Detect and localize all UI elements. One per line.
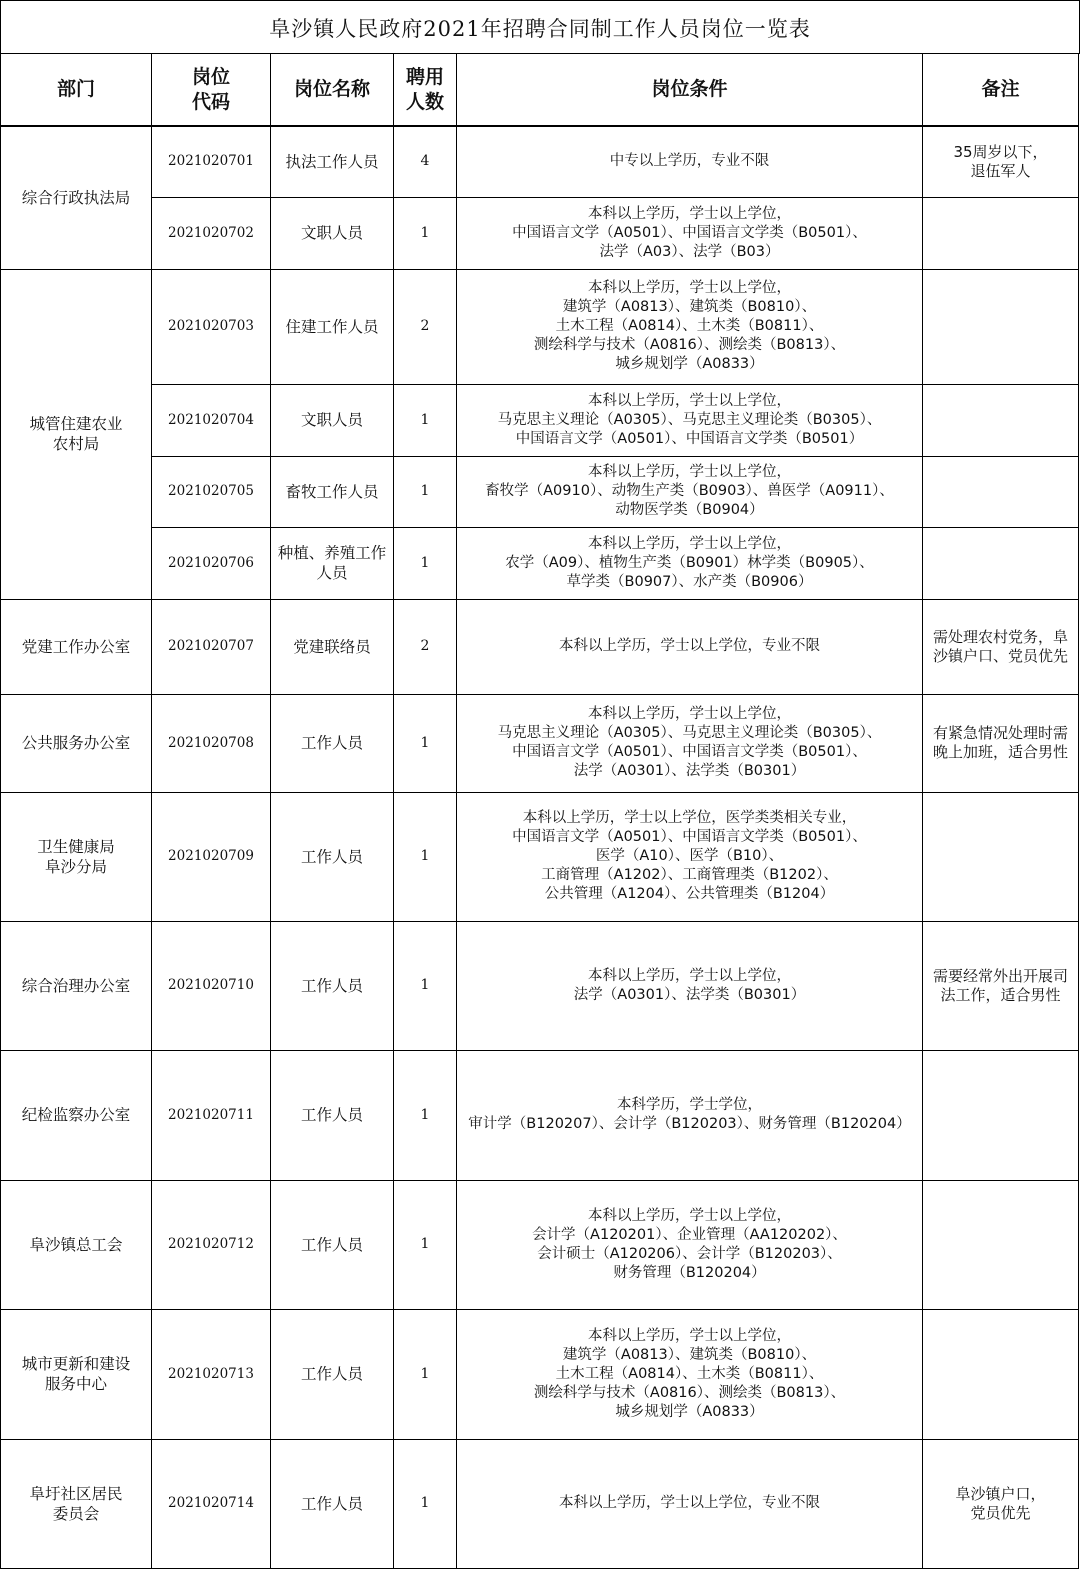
table-row [1,1050,1079,1180]
table-row [1,456,1079,527]
code-cell: 2021020710 [152,921,271,1050]
dept-cell: 阜圩社区居民 委员会 [1,1439,152,1568]
count-cell: 4 [394,126,457,197]
code-cell: 2021020712 [152,1180,271,1309]
conditions-cell: 本科以上学历，学士以上学位，医学类类相关专业， 中国语言文学（A0501）、中国语言文学类（B0501）、 医学（A10）、医学（B10）、 工商管理（A1202）、工商管理类（B1202）、 公共管理（A1204）、公共管理类（B1204） [457,792,923,921]
table-row [1,384,1079,456]
position-name-cell: 工作人员 [271,921,394,1050]
count-cell: 1 [394,694,457,792]
note-cell: 需要经常外出开展司 法工作，适合男性 [923,921,1079,1050]
table-row [1,921,1079,1050]
code-cell: 2021020706 [152,527,271,599]
dept-cell: 公共服务办公室 [1,694,152,792]
position-name-cell: 工作人员 [271,1050,394,1180]
dept-cell: 卫生健康局 阜沙分局 [1,792,152,921]
table-row [1,1309,1079,1439]
code-cell: 2021020707 [152,599,271,694]
code-cell: 2021020705 [152,456,271,527]
count-cell: 1 [394,456,457,527]
count-cell: 1 [394,384,457,456]
dept-cell: 阜沙镇总工会 [1,1180,152,1309]
header-row [1,54,1079,127]
count-cell: 1 [394,921,457,1050]
code-cell: 2021020704 [152,384,271,456]
header-dept: 部门 [1,54,152,127]
conditions-cell: 本科以上学历，学士以上学位， 建筑学（A0813）、建筑类（B0810）、 土木工程（A0814）、土木类（B0811）、 测绘科学与技术（A0816）、测绘类（B0813）、 城乡规划学（A0833） [457,269,923,384]
conditions-cell: 中专以上学历，专业不限 [457,126,923,197]
dept-cell: 纪检监察办公室 [1,1050,152,1180]
conditions-cell: 本科以上学历，学士以上学位， 农学（A09）、植物生产类（B0901）林学类（B0905）、 草学类（B0907）、水产类（B0906） [457,527,923,599]
code-cell: 2021020701 [152,126,271,197]
note-cell [923,527,1079,599]
note-cell [923,269,1079,384]
header-count: 聘用 人数 [394,54,457,127]
code-cell: 2021020702 [152,197,271,269]
dept-cell: 城管住建农业 农村局 [1,269,152,599]
note-cell [923,384,1079,456]
note-cell: 需处理农村党务，阜 沙镇户口、党员优先 [923,599,1079,694]
conditions-cell: 本科以上学历，学士以上学位， 会计学（A120201）、企业管理（AA120202）、 会计硕士（A120206）、会计学（B120203）、 财务管理（B120204） [457,1180,923,1309]
dept-cell: 综合治理办公室 [1,921,152,1050]
code-cell: 2021020703 [152,269,271,384]
position-name-cell: 工作人员 [271,792,394,921]
header-code: 岗位 代码 [152,54,271,127]
code-cell: 2021020711 [152,1050,271,1180]
table-row [1,694,1079,792]
position-name-cell: 工作人员 [271,1309,394,1439]
positions-table [0,53,1079,1569]
count-cell: 1 [394,792,457,921]
table-row [1,599,1079,694]
note-cell [923,1050,1079,1180]
count-cell: 1 [394,197,457,269]
conditions-cell: 本科以上学历，学士以上学位， 建筑学（A0813）、建筑类（B0810）、 土木工程（A0814）、土木类（B0811）、 测绘科学与技术（A0816）、测绘类（B0813）、 城乡规划学（A0833） [457,1309,923,1439]
table-row [1,792,1079,921]
count-cell: 2 [394,269,457,384]
conditions-cell: 本科以上学历，学士以上学位，专业不限 [457,1439,923,1568]
table-row [1,527,1079,599]
position-name-cell: 畜牧工作人员 [271,456,394,527]
table-title: 阜沙镇人民政府2021年招聘合同制工作人员岗位一览表 [0,0,1080,54]
count-cell: 2 [394,599,457,694]
dept-cell: 城市更新和建设 服务中心 [1,1309,152,1439]
position-name-cell: 住建工作人员 [271,269,394,384]
note-cell [923,1180,1079,1309]
code-cell: 2021020714 [152,1439,271,1568]
position-name-cell: 文职人员 [271,384,394,456]
header-notes: 备注 [923,54,1079,127]
dept-cell: 综合行政执法局 [1,126,152,269]
count-cell: 1 [394,1180,457,1309]
conditions-cell: 本科以上学历，学士以上学位， 畜牧学（A0910）、动物生产类（B0903）、兽医学（A0911）、 动物医学类（B0904） [457,456,923,527]
count-cell: 1 [394,527,457,599]
position-name-cell: 执法工作人员 [271,126,394,197]
table-row [1,1439,1079,1568]
count-cell: 1 [394,1309,457,1439]
code-cell: 2021020713 [152,1309,271,1439]
table-row [1,1180,1079,1309]
note-cell: 阜沙镇户口， 党员优先 [923,1439,1079,1568]
note-cell: 有紧急情况处理时需 晚上加班，适合男性 [923,694,1079,792]
code-cell: 2021020709 [152,792,271,921]
table-row [1,126,1079,197]
conditions-cell: 本科以上学历，学士以上学位， 马克思主义理论（A0305）、马克思主义理论类（B0305）、 中国语言文学（A0501）、中国语言文学类（B0501）、 法学（A0301）、法学类（B0301） [457,694,923,792]
header-conditions: 岗位条件 [457,54,923,127]
position-name-cell: 党建联络员 [271,599,394,694]
dept-cell: 党建工作办公室 [1,599,152,694]
position-name-cell: 工作人员 [271,694,394,792]
position-name-cell: 工作人员 [271,1439,394,1568]
note-cell: 35周岁以下， 退伍军人 [923,126,1079,197]
note-cell [923,792,1079,921]
conditions-cell: 本科以上学历，学士以上学位， 马克思主义理论（A0305）、马克思主义理论类（B0305）、 中国语言文学（A0501）、中国语言文学类（B0501） [457,384,923,456]
count-cell: 1 [394,1050,457,1180]
conditions-cell: 本科以上学历，学士以上学位， 中国语言文学（A0501）、中国语言文学类（B0501）、 法学（A03）、法学（B03） [457,197,923,269]
header-name: 岗位名称 [271,54,394,127]
note-cell [923,456,1079,527]
position-name-cell: 文职人员 [271,197,394,269]
position-name-cell: 工作人员 [271,1180,394,1309]
count-cell: 1 [394,1439,457,1568]
conditions-cell: 本科学历，学士学位， 审计学（B120207）、会计学（B120203）、财务管理（B120204） [457,1050,923,1180]
position-name-cell: 种植、养殖工作 人员 [271,527,394,599]
conditions-cell: 本科以上学历，学士以上学位， 法学（A0301）、法学类（B0301） [457,921,923,1050]
conditions-cell: 本科以上学历，学士以上学位，专业不限 [457,599,923,694]
note-cell [923,197,1079,269]
table-row [1,269,1079,384]
table-row [1,197,1079,269]
code-cell: 2021020708 [152,694,271,792]
note-cell [923,1309,1079,1439]
